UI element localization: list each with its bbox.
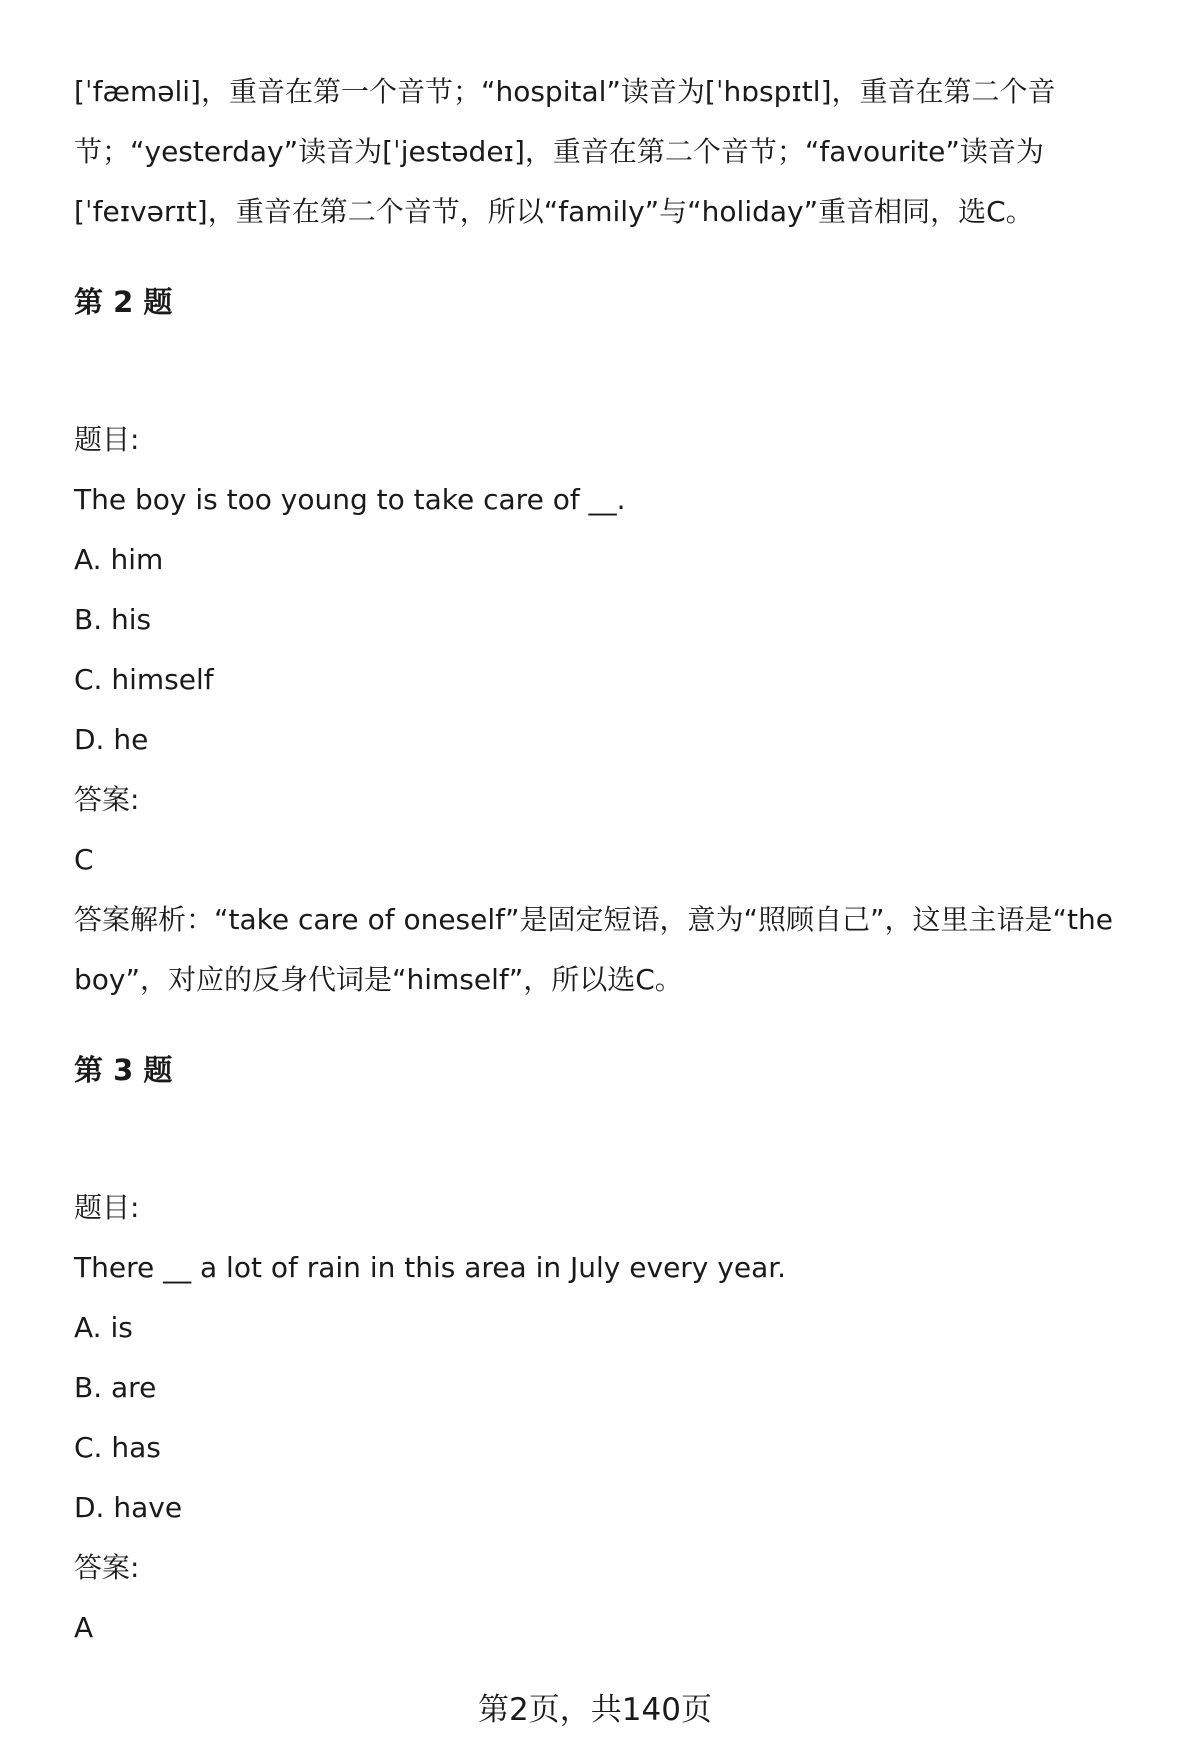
- document-page: [74, 62, 1134, 1658]
- option-c: C. has: [74, 1431, 161, 1464]
- prev-explanation-line-1: [ˈfæməli]，重音在第一个音节；“hospital”读音为[ˈhɒspɪtl]，重音在第二个音: [74, 75, 1056, 108]
- question-label: 题目:: [74, 1191, 140, 1224]
- question-heading: 第 3 题: [74, 1053, 173, 1087]
- option-a: A. him: [74, 543, 164, 576]
- answer-label: 答案:: [74, 1551, 140, 1584]
- question-stem: The boy is too young to take care of __.: [74, 483, 626, 516]
- page-footer: 第2页，共140页: [478, 1692, 712, 1728]
- option-b: B. his: [74, 603, 152, 636]
- question-label: 题目:: [74, 423, 140, 456]
- answer-value: A: [74, 1611, 94, 1644]
- explanation-line-2: boy”，对应的反身代词是“himself”，所以选C。: [74, 963, 683, 996]
- question-block-2: [74, 272, 1134, 1010]
- answer-value: C: [74, 843, 94, 876]
- question-stem: There __ a lot of rain in this area in July every year.: [74, 1251, 787, 1284]
- option-d: D. he: [74, 723, 149, 756]
- option-a: A. is: [74, 1311, 133, 1344]
- prev-explanation-line-2: 节；“yesterday”读音为[ˈjestədeɪ]，重音在第二个音节；“favourite”读音为: [74, 135, 1044, 168]
- explanation-line-1: 答案解析：“take care of oneself”是固定短语，意为“照顾自己”，这里主语是“the: [74, 903, 1113, 936]
- option-b: B. are: [74, 1371, 157, 1404]
- answer-label: 答案:: [74, 783, 140, 816]
- question-heading: 第 2 题: [74, 285, 173, 319]
- prev-explanation-line-3: [ˈfeɪvərɪt]，重音在第二个音节，所以“family”与“holiday”重音相同，选C。: [74, 195, 1034, 228]
- option-c: C. himself: [74, 663, 214, 696]
- question-block-3: [74, 1040, 1134, 1658]
- option-d: D. have: [74, 1491, 183, 1524]
